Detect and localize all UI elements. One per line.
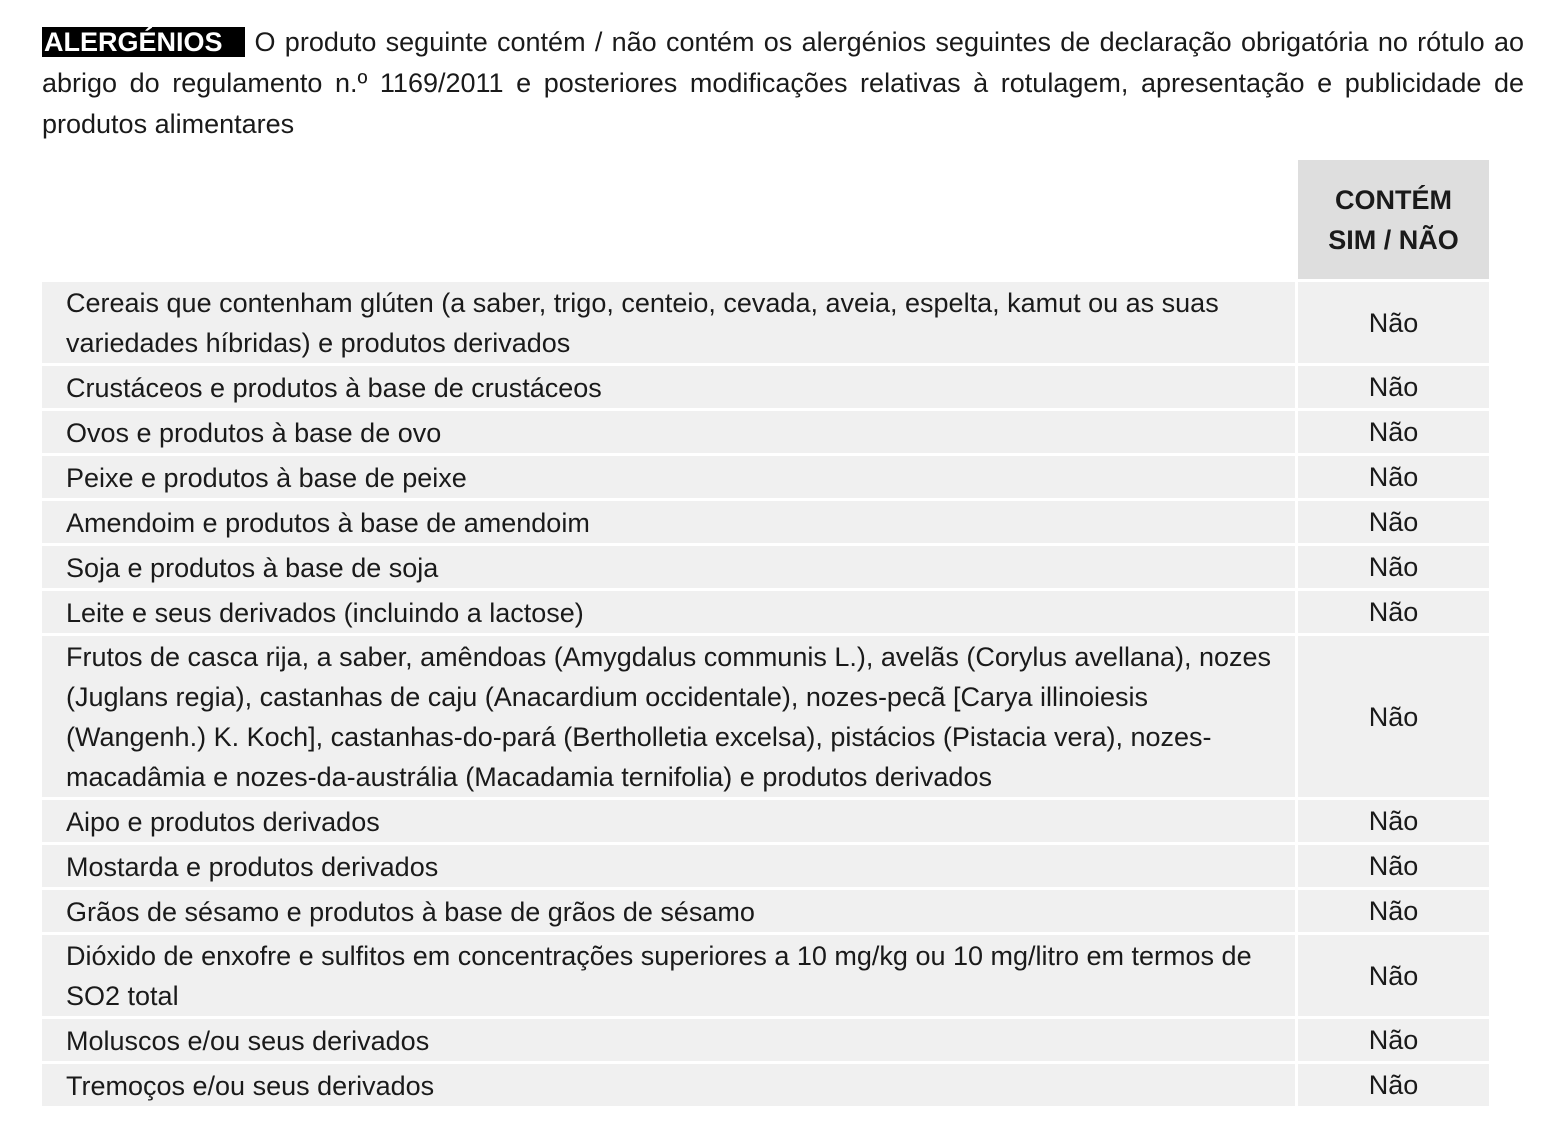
table-row bbox=[42, 1064, 1489, 1109]
table-header-row bbox=[42, 160, 1489, 282]
allergen-name: Crustáceos e produtos à base de crustáceos bbox=[42, 366, 1295, 411]
allergen-value: Não bbox=[1295, 411, 1489, 456]
allergen-name: Tremoços e/ou seus derivados bbox=[42, 1064, 1295, 1109]
allergen-value: Não bbox=[1295, 282, 1489, 366]
allergen-name: Ovos e produtos à base de ovo bbox=[42, 411, 1295, 456]
table-row bbox=[42, 546, 1489, 591]
header-spacer bbox=[42, 160, 1295, 282]
intro-paragraph bbox=[42, 22, 1524, 145]
table-row bbox=[42, 282, 1489, 366]
column-header-line2: SIM / NÃO bbox=[1328, 224, 1459, 255]
table-row bbox=[42, 636, 1489, 800]
table-row bbox=[42, 501, 1489, 546]
allergen-name: Cereais que contenham glúten (a saber, trigo, centeio, cevada, aveia, espelta, kamut ou as suas variedades híbridas) e produtos derivados bbox=[42, 282, 1295, 366]
contains-column-header bbox=[1295, 160, 1489, 282]
allergen-value: Não bbox=[1295, 591, 1489, 636]
allergen-name: Aipo e produtos derivados bbox=[42, 800, 1295, 845]
allergen-value: Não bbox=[1295, 935, 1489, 1019]
allergens-table bbox=[42, 160, 1489, 1109]
allergen-name: Mostarda e produtos derivados bbox=[42, 845, 1295, 890]
allergen-name: Frutos de casca rija, a saber, amêndoas (Amygdalus communis L.), avelãs (Corylus avellana), nozes (Juglans regia), castanhas de caju (Anacardium occidentale), nozes-pecã [Carya illinoiesis (Wangenh.) K. Koch], castanhas-do-pará (Bertholletia excelsa), pistácios (Pistacia vera), nozes-macadâmia e nozes-da-austrália (Macadamia ternifolia) e produtos derivados bbox=[42, 636, 1295, 800]
allergen-name: Soja e produtos à base de soja bbox=[42, 546, 1295, 591]
table-row bbox=[42, 890, 1489, 935]
table-row bbox=[42, 800, 1489, 845]
allergen-value: Não bbox=[1295, 1064, 1489, 1109]
allergen-value: Não bbox=[1295, 501, 1489, 546]
allergen-name: Peixe e produtos à base de peixe bbox=[42, 456, 1295, 501]
allergen-value: Não bbox=[1295, 546, 1489, 591]
table-row bbox=[42, 845, 1489, 890]
allergen-name: Grãos de sésamo e produtos à base de grãos de sésamo bbox=[42, 890, 1295, 935]
table-row bbox=[42, 411, 1489, 456]
allergen-name: Moluscos e/ou seus derivados bbox=[42, 1019, 1295, 1064]
table-row bbox=[42, 935, 1489, 1019]
allergen-value: Não bbox=[1295, 1019, 1489, 1064]
table-row bbox=[42, 366, 1489, 411]
table-row bbox=[42, 591, 1489, 636]
intro-text: O produto seguinte contém / não contém os alergénios seguintes de declaração obrigatória no rótulo ao abrigo do regulamento n.º 1169/2011 e posteriores modificações relativas à rotulagem, apresentação e publicidade de produtos alimentares bbox=[42, 27, 1524, 139]
allergen-value: Não bbox=[1295, 636, 1489, 800]
allergen-value: Não bbox=[1295, 456, 1489, 501]
allergen-value: Não bbox=[1295, 800, 1489, 845]
allergen-name: Leite e seus derivados (incluindo a lactose) bbox=[42, 591, 1295, 636]
allergen-value: Não bbox=[1295, 890, 1489, 935]
table-row bbox=[42, 456, 1489, 501]
allergen-name: Amendoim e produtos à base de amendoim bbox=[42, 501, 1295, 546]
allergens-badge: ALERGÉNIOS bbox=[42, 27, 245, 57]
table-row bbox=[42, 1019, 1489, 1064]
allergen-value: Não bbox=[1295, 845, 1489, 890]
allergen-name: Dióxido de enxofre e sulfitos em concentrações superiores a 10 mg/kg ou 10 mg/litro em termos de SO2 total bbox=[42, 935, 1295, 1019]
column-header-line1: CONTÉM bbox=[1335, 184, 1452, 215]
allergen-value: Não bbox=[1295, 366, 1489, 411]
